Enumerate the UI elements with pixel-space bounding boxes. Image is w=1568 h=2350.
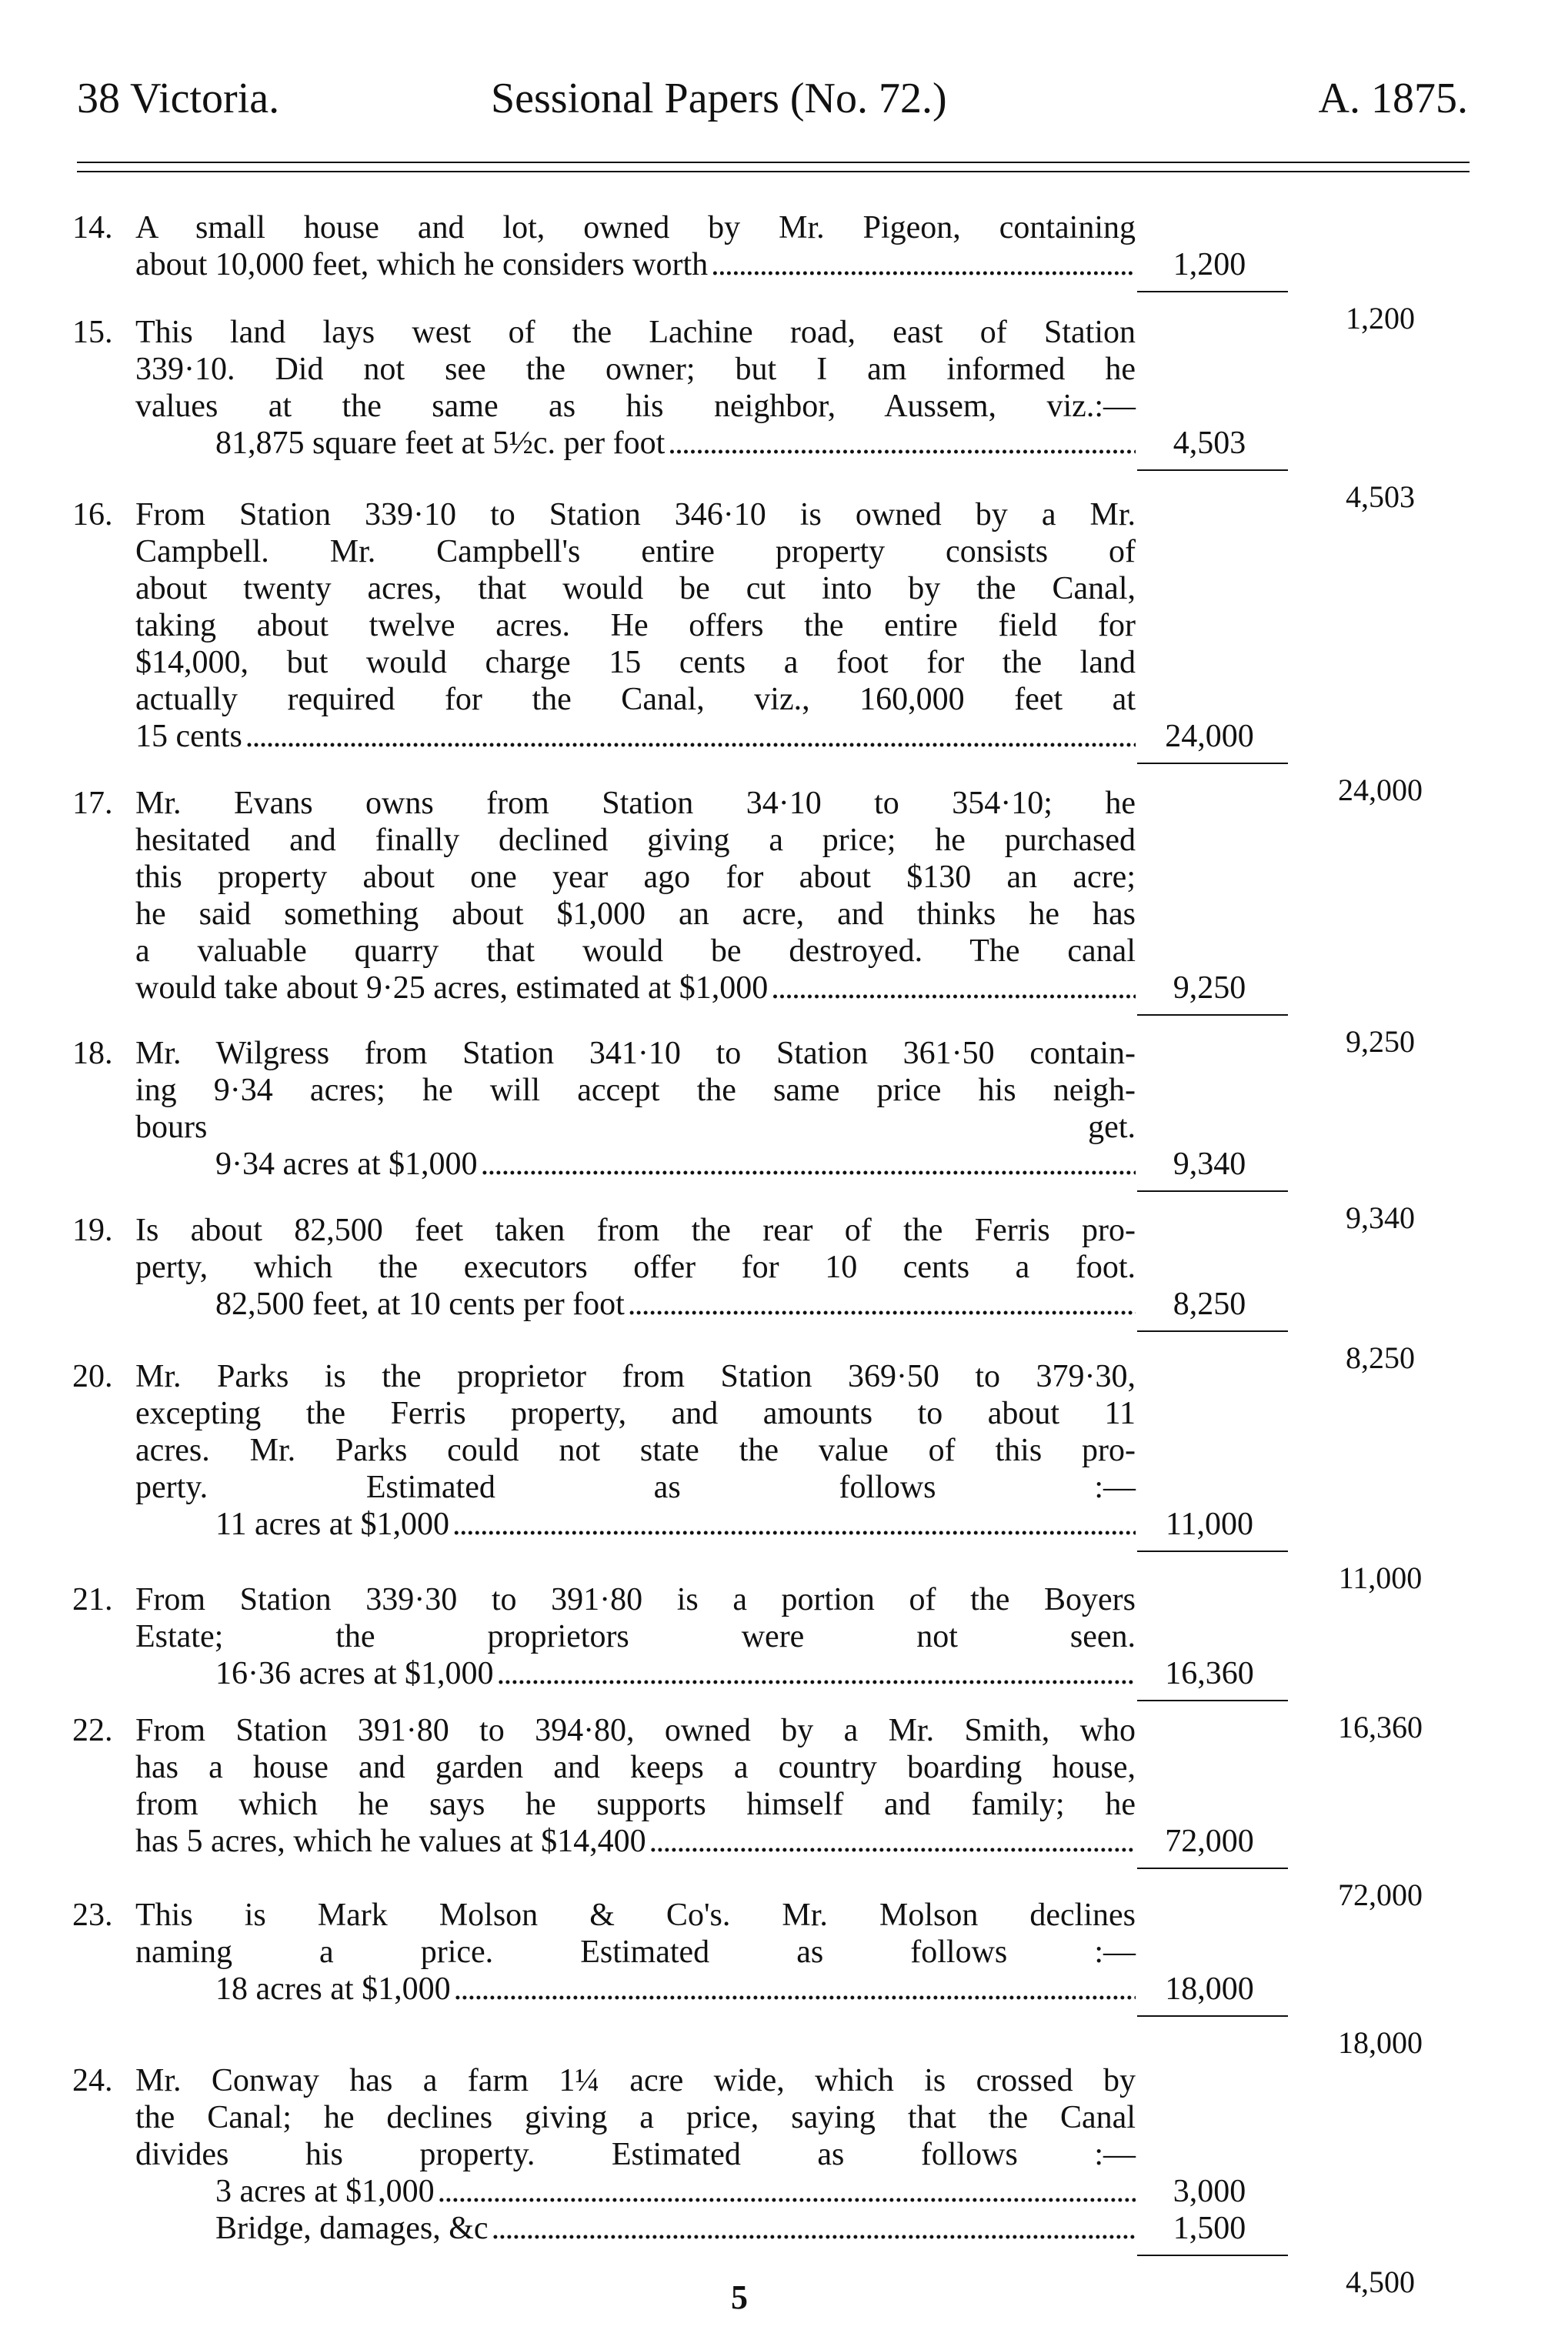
entry-lead-line	[215, 1506, 1136, 1543]
entry-total: 72,000	[1338, 1878, 1423, 1912]
entry-text-line: ing 9·34 acres; he will accept the same price his neigh-	[135, 1073, 1136, 1108]
entry-text-line: perty. Estimated as follows :—	[135, 1470, 1136, 1505]
entry-number: 23.	[72, 1898, 113, 1933]
entry-text-line: about twenty acres, that would be cut into by the Canal,	[135, 571, 1136, 606]
entry-amount: 72,000	[1165, 1824, 1254, 1859]
entry-lead-line	[215, 425, 1136, 462]
entry-lead-text: 81,875 square feet at 5½c. per foot	[215, 426, 666, 461]
leader-dots	[492, 2210, 1136, 2247]
entry-text-line: Campbell. Mr. Campbell's entire property consists of	[135, 534, 1136, 569]
sum-rule	[1137, 291, 1288, 292]
entry-total: 4,500	[1346, 2265, 1415, 2299]
entry-text-line: This land lays west of the Lachine road, east of Station	[135, 315, 1136, 350]
entry-text-line: hesitated and finally declined giving a price; he purchased	[135, 823, 1136, 858]
entry-number: 17.	[72, 786, 113, 821]
entry-number: 14.	[72, 210, 113, 245]
entry-text-line: taking about twelve acres. He offers the entire field for	[135, 608, 1136, 643]
entry-total: 4,503	[1346, 479, 1415, 514]
entry-text-line: bours get.	[135, 1110, 1136, 1145]
sum-rule	[1137, 469, 1288, 471]
entry-lead-text: 15 cents	[135, 719, 242, 754]
sum-rule	[1137, 763, 1288, 764]
header-rule-top	[77, 162, 1470, 163]
leader-dots	[438, 2173, 1136, 2210]
leader-dots	[628, 1286, 1136, 1323]
entry-number: 24.	[72, 2063, 113, 2098]
entry-number: 20.	[72, 1359, 113, 1394]
leader-dots	[245, 718, 1136, 755]
entry-text-line: Mr. Conway has a farm 1¼ acre wide, which is crossed by	[135, 2063, 1136, 2098]
entry-amount: 16,360	[1165, 1656, 1254, 1691]
header-left: 38 Victoria.	[77, 75, 280, 122]
header-rule-bottom	[77, 171, 1470, 172]
entry-number: 22.	[72, 1713, 113, 1748]
entry-amount: 3,000	[1173, 2174, 1246, 2209]
entry-total: 18,000	[1338, 2025, 1423, 2060]
entry-total: 9,340	[1346, 1200, 1415, 1235]
entry-amount: 1,500	[1173, 2211, 1246, 2246]
entry-lead-line	[215, 1146, 1136, 1183]
entry-lead-line	[215, 1286, 1136, 1323]
sum-rule	[1137, 1551, 1288, 1552]
entry-amount: 9,250	[1173, 970, 1246, 1006]
entry-amount: 1,200	[1173, 247, 1246, 282]
entry-number: 15.	[72, 315, 113, 350]
entry-lead-text: Bridge, damages, &c	[215, 2211, 489, 2246]
header-right: A. 1875.	[1318, 75, 1468, 122]
entry-text-line: 339·10. Did not see the owner; but I am informed he	[135, 352, 1136, 387]
entry-lead-line	[135, 1823, 1136, 1860]
leader-dots	[452, 1506, 1136, 1543]
entry-amount: 18,000	[1165, 1971, 1254, 2007]
entry-amount: 11,000	[1166, 1507, 1253, 1542]
entry-text-line: From Station 339·10 to Station 346·10 is owned by a Mr.	[135, 497, 1136, 532]
entry-number: 21.	[72, 1582, 113, 1617]
entry-total: 9,250	[1346, 1024, 1415, 1059]
sum-rule	[1137, 1014, 1288, 1016]
entry-text-line: A small house and lot, owned by Mr. Pigeon, containing	[135, 210, 1136, 245]
header-center: Sessional Papers (No. 72.)	[491, 75, 947, 122]
entry-total: 24,000	[1338, 773, 1423, 807]
leader-dots	[771, 970, 1136, 1006]
entry-lead-text: has 5 acres, which he values at $14,400	[135, 1824, 646, 1859]
entry-text-line: Estate; the proprietors were not seen.	[135, 1619, 1136, 1654]
entry-text-line: From Station 391·80 to 394·80, owned by a Mr. Smith, who	[135, 1713, 1136, 1748]
leader-dots	[711, 246, 1136, 283]
leader-dots	[454, 1971, 1136, 2008]
entry-lead-text: 9·34 acres at $1,000	[215, 1147, 478, 1182]
entry-lead-line	[215, 1971, 1136, 2008]
sum-rule	[1137, 2255, 1288, 2256]
entry-text-line: this property about one year ago for about $130 an acre;	[135, 860, 1136, 895]
entry-text-line: acres. Mr. Parks could not state the value of this pro-	[135, 1433, 1136, 1468]
entry-lead-text: 3 acres at $1,000	[215, 2174, 435, 2209]
entry-text-line: excepting the Ferris property, and amounts to about 11	[135, 1396, 1136, 1431]
entry-text-line: $14,000, but would charge 15 cents a foot for the land	[135, 645, 1136, 680]
entry-amount: 9,340	[1173, 1147, 1246, 1182]
sum-rule	[1137, 1700, 1288, 1701]
entry-text-line: Mr. Parks is the proprietor from Station 369·50 to 379·30,	[135, 1359, 1136, 1394]
leader-dots	[497, 1655, 1136, 1692]
entry-text-line: naming a price. Estimated as follows :—	[135, 1934, 1136, 1970]
entry-lead-line	[135, 970, 1136, 1006]
entry-total: 11,000	[1338, 1561, 1423, 1595]
sum-rule	[1137, 1868, 1288, 1869]
page-number: 5	[731, 2278, 748, 2316]
leader-dots	[649, 1823, 1136, 1860]
leader-dots	[481, 1146, 1136, 1183]
entry-total: 1,200	[1346, 301, 1415, 335]
sum-rule	[1137, 2015, 1288, 2017]
entry-text-line: Mr. Evans owns from Station 34·10 to 354·10; he	[135, 786, 1136, 821]
sum-rule	[1137, 1190, 1288, 1192]
entry-text-line: This is Mark Molson & Co's. Mr. Molson declines	[135, 1898, 1136, 1933]
entry-amount: 24,000	[1165, 719, 1254, 754]
entry-lead-text: 82,500 feet, at 10 cents per foot	[215, 1287, 625, 1322]
entry-total: 16,360	[1338, 1710, 1423, 1744]
entry-amount: 8,250	[1173, 1287, 1246, 1322]
entry-text-line: Is about 82,500 feet taken from the rear of the Ferris pro-	[135, 1213, 1136, 1248]
entry-text-line: perty, which the executors offer for 10 cents a foot.	[135, 1250, 1136, 1285]
entry-total: 8,250	[1346, 1340, 1415, 1375]
entry-text-line: from which he says he supports himself and family; he	[135, 1787, 1136, 1822]
entry-lead-line	[135, 718, 1136, 755]
entry-lead-text: 18 acres at $1,000	[215, 1971, 451, 2007]
entry-number: 16.	[72, 497, 113, 532]
entry-lead-line	[215, 1655, 1136, 1692]
entry-lead-line	[215, 2210, 1136, 2247]
leader-dots	[668, 425, 1136, 462]
entry-amount: 4,503	[1173, 426, 1246, 461]
entry-text-line: divides his property. Estimated as follows :—	[135, 2137, 1136, 2172]
entry-text-line: he said something about $1,000 an acre, and thinks he has	[135, 896, 1136, 932]
entry-lead-text: about 10,000 feet, which he considers worth	[135, 247, 709, 282]
entry-number: 18.	[72, 1036, 113, 1071]
entry-text-line: a valuable quarry that would be destroyed. The canal	[135, 933, 1136, 969]
entry-text-line: has a house and garden and keeps a country boarding house,	[135, 1750, 1136, 1785]
entry-text-line: Mr. Wilgress from Station 341·10 to Station 361·50 contain-	[135, 1036, 1136, 1071]
entry-text-line: values at the same as his neighbor, Aussem, viz.:—	[135, 389, 1136, 424]
entry-text-line: the Canal; he declines giving a price, saying that the Canal	[135, 2100, 1136, 2135]
entry-lead-line	[215, 2173, 1136, 2210]
entry-lead-text: 11 acres at $1,000	[215, 1507, 450, 1542]
entry-lead-line	[135, 246, 1136, 283]
sum-rule	[1137, 1330, 1288, 1332]
entry-number: 19.	[72, 1213, 113, 1248]
entry-lead-text: would take about 9·25 acres, estimated at $1,000	[135, 970, 769, 1006]
entry-text-line: From Station 339·30 to 391·80 is a portion of the Boyers	[135, 1582, 1136, 1617]
entry-text-line: actually required for the Canal, viz., 160,000 feet at	[135, 682, 1136, 717]
entry-lead-text: 16·36 acres at $1,000	[215, 1656, 494, 1691]
